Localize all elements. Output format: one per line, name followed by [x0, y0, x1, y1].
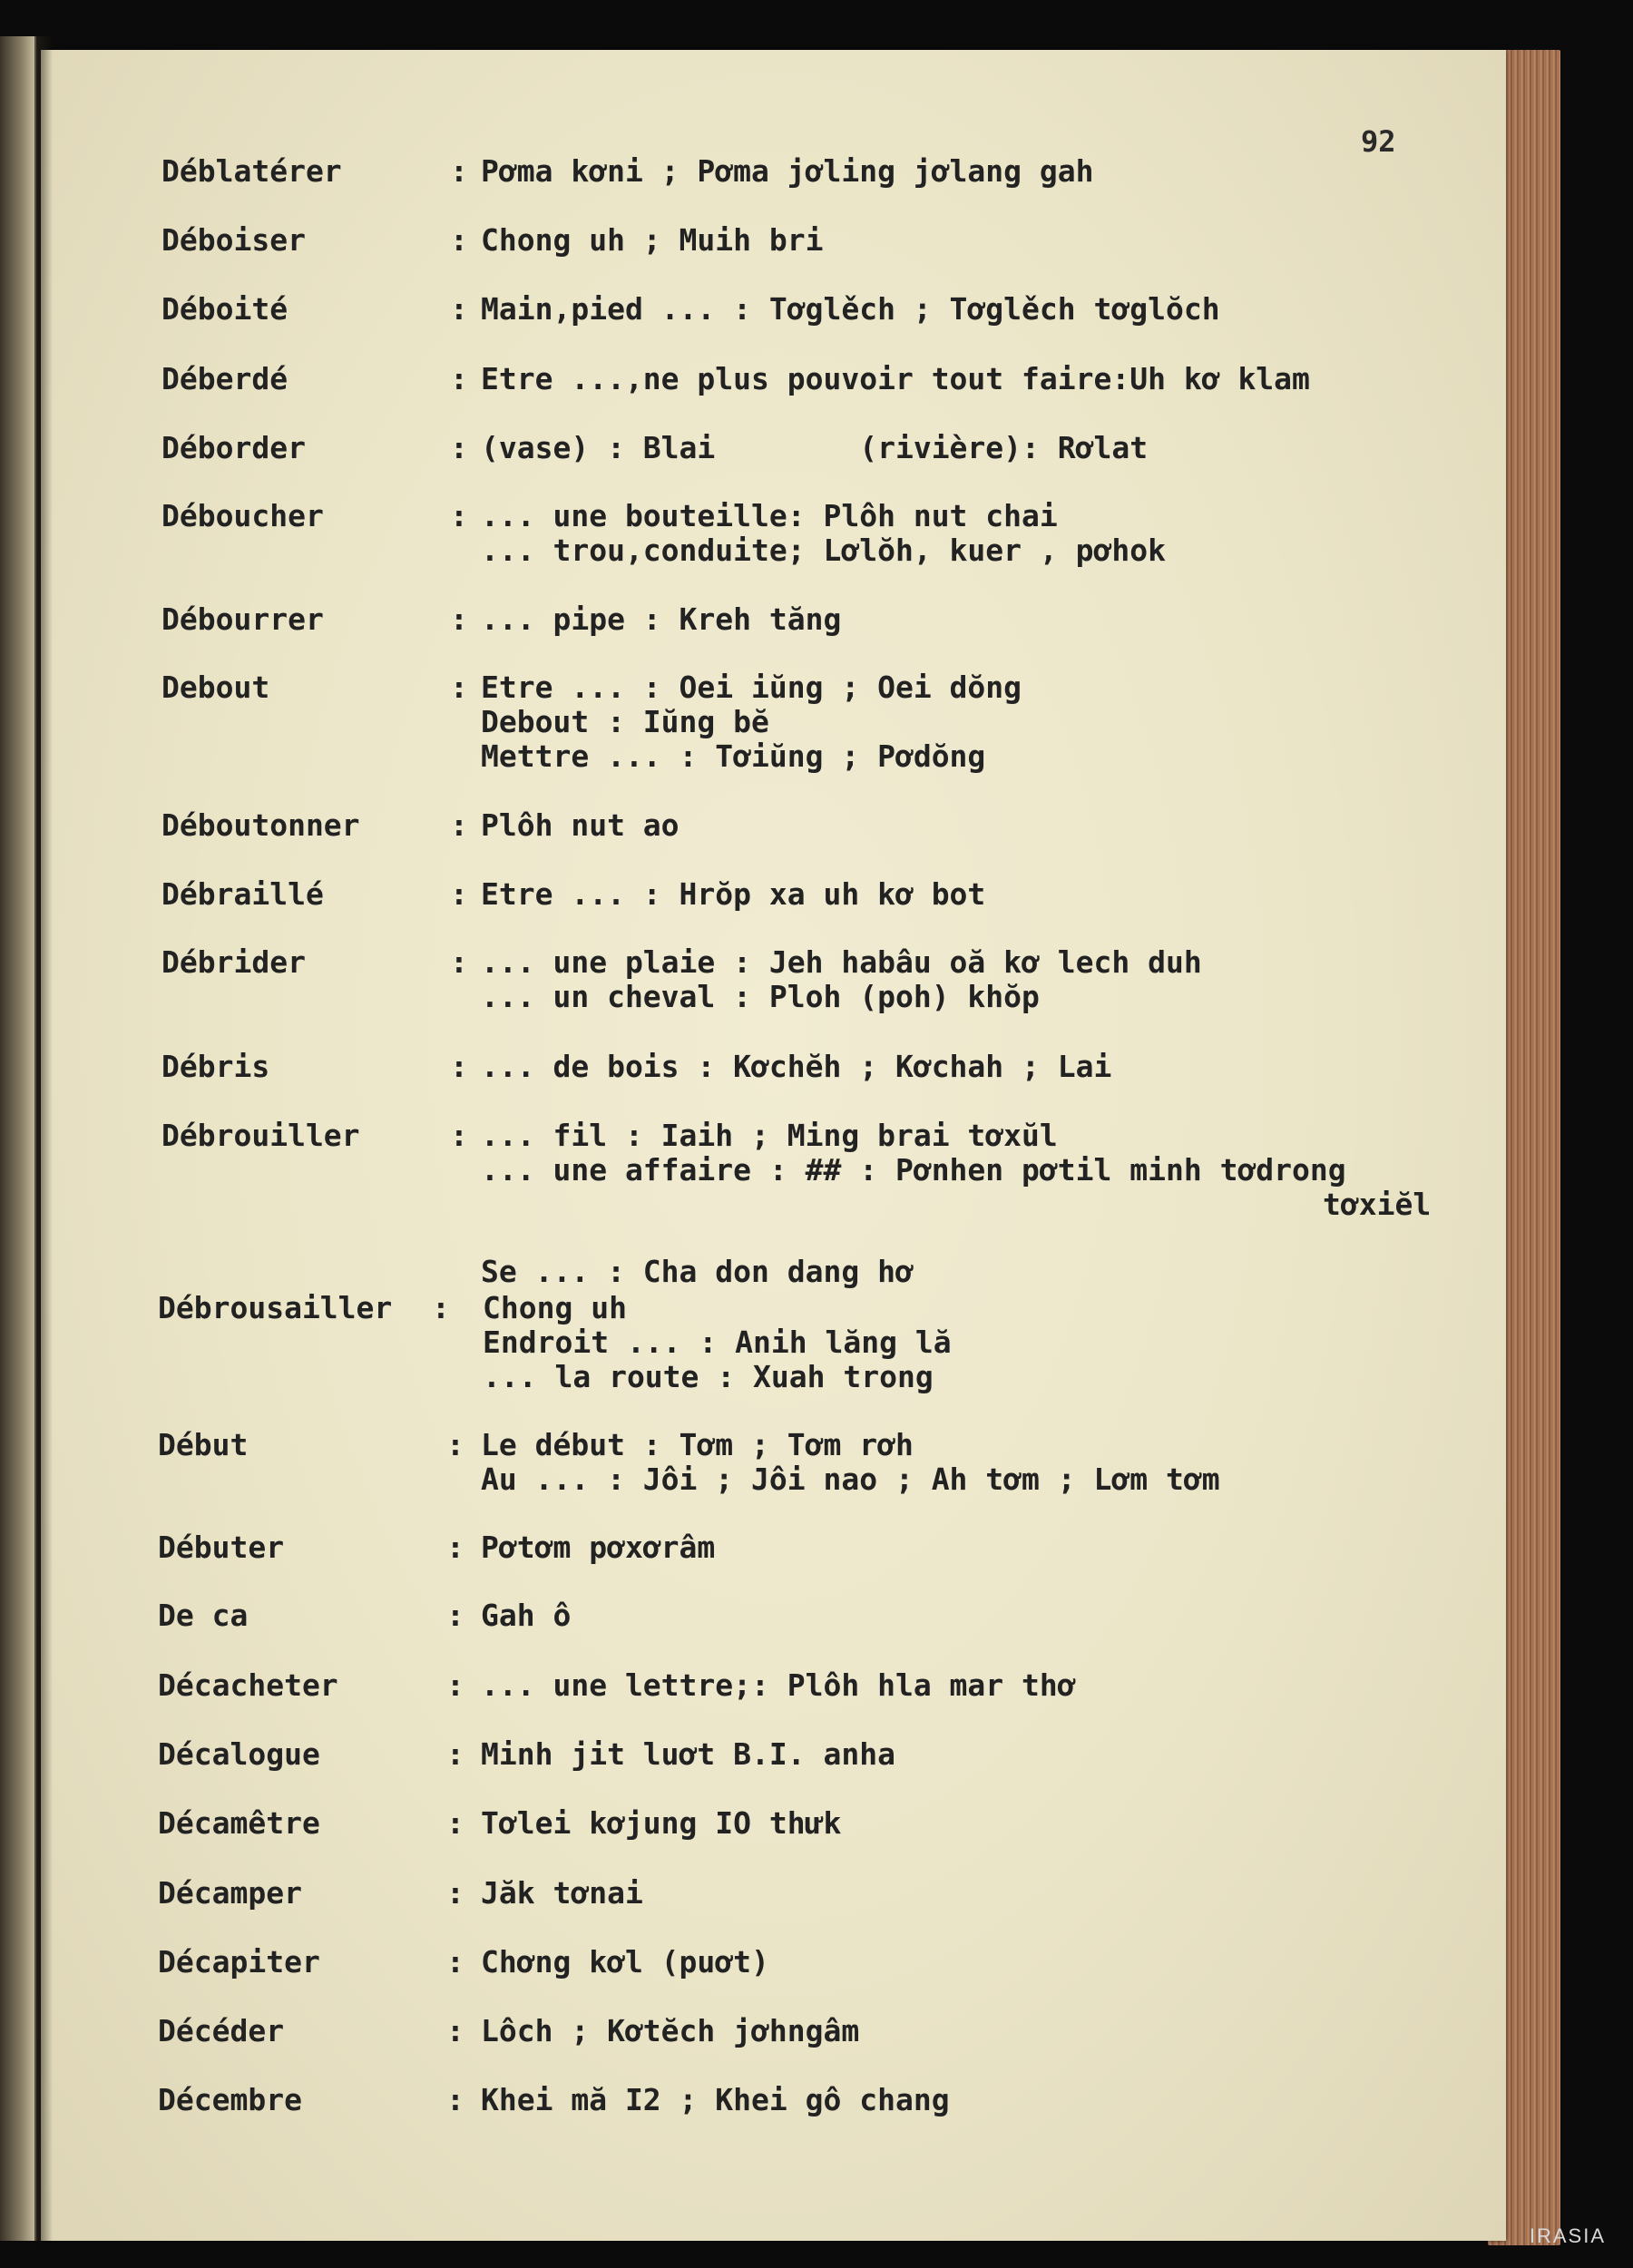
entry-definition: ... une lettre;: Plôh hla mar thơ: [481, 1667, 1076, 1703]
entry-definition: Jăk tơnai: [481, 1875, 643, 1911]
entry-definition: Plôh nut ao: [481, 807, 680, 843]
entry-separator: :: [446, 1875, 464, 1911]
entry-separator: :: [450, 361, 468, 396]
entry-definition: ... trou,conduite; Lơlŏh, kuer , pơhok: [481, 533, 1166, 568]
entry-term: Décacheter: [158, 1667, 338, 1703]
entry-term: Débrouiller: [161, 1118, 360, 1153]
entry-term: Déborder: [161, 430, 306, 465]
entry-definition: Khei mă I2 ; Khei gô chang: [481, 2082, 950, 2117]
entry-definition: ... la route : Xuah trong: [483, 1359, 934, 1394]
entry-definition: Chong uh: [483, 1290, 627, 1325]
entry-separator: :: [446, 1736, 464, 1772]
entry-definition: Etre ... : Hrŏp xa uh kơ bot: [481, 876, 986, 912]
entry-separator: :: [450, 291, 468, 327]
entry-separator: :: [450, 222, 468, 258]
entry-separator: :: [450, 944, 468, 980]
entry-separator: :: [450, 1118, 468, 1153]
entry-separator: :: [450, 601, 468, 637]
entry-separator: :: [446, 1944, 464, 1980]
entry-term: Décamper: [158, 1875, 302, 1911]
entry-definition: Endroit ... : Anih lăng lă: [483, 1325, 952, 1360]
entry-term: Déboutonner: [161, 807, 360, 843]
entry-separator: :: [450, 153, 468, 189]
entry-definition: Debout : Iŭng bĕ: [481, 704, 769, 739]
entry-definition: Mettre ... : Tơiŭng ; Pơdŏng: [481, 738, 986, 774]
entry-definition: Lôch ; Kơtĕch jơhngâm: [481, 2013, 860, 2048]
entry-definition: Etre ... : Oei iŭng ; Oei dŏng: [481, 670, 1022, 705]
entry-term: Début: [158, 1427, 249, 1462]
entry-separator: :: [450, 430, 468, 465]
entry-term: Débraillé: [161, 876, 324, 912]
entry-separator: :: [446, 2082, 464, 2117]
entry-term: Débourrer: [161, 601, 324, 637]
entry-definition: ... fil : Iaih ; Ming brai tơxŭl: [481, 1118, 1058, 1153]
entry-definition: Chong uh ; Muih bri: [481, 222, 824, 258]
entry-term: Débris: [161, 1049, 270, 1084]
entry-separator: :: [446, 1667, 464, 1703]
entry-separator: :: [450, 1049, 468, 1084]
entry-definition: (vase) : Blai (rivière): Rơlat: [481, 430, 1149, 465]
entry-term: Déboucher: [161, 498, 324, 533]
entry-definition: Main,pied ... : Tơglěch ; Tơglěch tơglŏch: [481, 291, 1220, 327]
entry-term: Débuter: [158, 1530, 285, 1565]
entry-separator: :: [446, 2013, 464, 2048]
entry-separator: :: [446, 1427, 464, 1462]
entry-definition: Chơng kơl (puơt): [481, 1944, 769, 1980]
entry-separator: :: [450, 670, 468, 705]
entry-term: De ca: [158, 1598, 249, 1633]
entry-term: Déblatérer: [161, 153, 342, 189]
entry-continuation: tơxiĕl: [1323, 1187, 1432, 1222]
entry-definition: ... un cheval : Ploh (poh) khŏp: [481, 979, 1040, 1014]
entry-separator: :: [432, 1290, 450, 1325]
entry-term: Décembre: [158, 2082, 302, 2117]
entry-definition: Le début : Tơm ; Tơm rơh: [481, 1427, 914, 1462]
entry-term: Déboité: [161, 291, 288, 327]
entry-definition: Minh jit luơt B.I. anha: [481, 1736, 895, 1772]
entry-definition: Se ... : Cha don dang hơ: [481, 1254, 914, 1289]
entry-definition: Etre ...,ne plus pouvoir tout faire:Uh kơ klam: [481, 361, 1310, 396]
entry-term: Décamêtre: [158, 1805, 320, 1841]
entry-definition: ... une plaie : Jeh habâu oă kơ lech duh: [481, 944, 1202, 980]
entry-definition: ... une affaire : ## : Pơnhen pơtil minh tơdrong: [481, 1152, 1346, 1188]
entry-definition: Tơlei kơjung IO thưk: [481, 1805, 842, 1841]
page-number: 92: [1361, 124, 1396, 159]
entry-term: Débrider: [161, 944, 306, 980]
entry-separator: :: [450, 498, 468, 533]
entry-term: Décapiter: [158, 1944, 320, 1980]
entry-term: Décéder: [158, 2013, 285, 2048]
entry-separator: :: [446, 1598, 464, 1633]
entry-separator: :: [446, 1805, 464, 1841]
entry-definition: Au ... : Jôi ; Jôi nao ; Ah tơm ; Lơm tơm: [481, 1461, 1220, 1497]
entry-term: Débrousailler: [158, 1290, 393, 1325]
entry-term: Déboiser: [161, 222, 306, 258]
entry-definition: Pơtơm pơxơrâm: [481, 1530, 716, 1565]
entry-definition: ... de bois : Kơchĕh ; Kơchah ; Lai: [481, 1049, 1112, 1084]
entry-term: Décalogue: [158, 1736, 320, 1772]
entry-separator: :: [450, 876, 468, 912]
entry-definition: Pơma kơni ; Pơma jơling jơlang gah: [481, 153, 1094, 189]
entry-term: Déberdé: [161, 361, 288, 396]
watermark: IRASIA: [1529, 2224, 1606, 2247]
entry-term: Debout: [161, 670, 270, 705]
entry-separator: :: [450, 807, 468, 843]
entry-definition: Gah ô: [481, 1598, 572, 1633]
entry-definition: ... pipe : Kreh tăng: [481, 601, 842, 637]
entry-definition: ... une bouteille: Plôh nut chai: [481, 498, 1058, 533]
entry-separator: :: [446, 1530, 464, 1565]
